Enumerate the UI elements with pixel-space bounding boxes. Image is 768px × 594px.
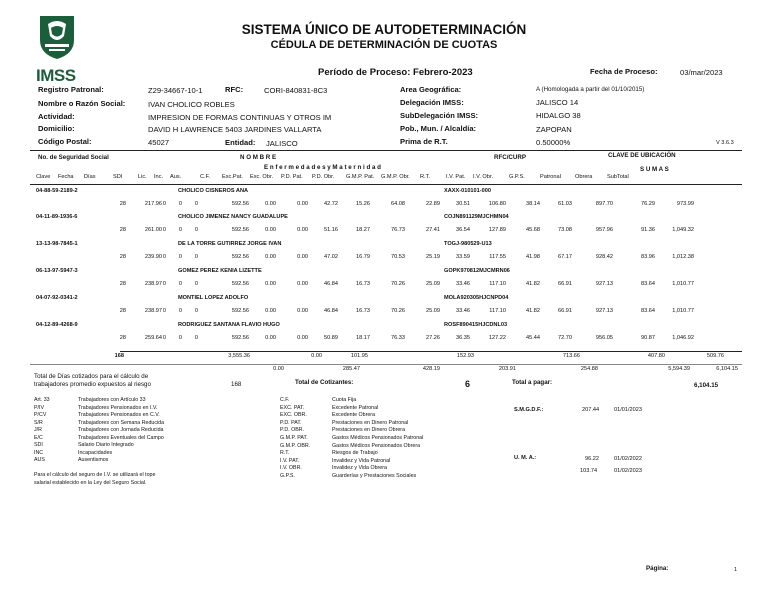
- worker-value: 70.53: [391, 254, 405, 260]
- worker-value: 927.13: [595, 281, 613, 287]
- worker-value: 70.26: [391, 308, 405, 314]
- worker-value: 0: [178, 335, 182, 341]
- worker-value: 0: [194, 201, 198, 207]
- worker-value: 0.00: [265, 201, 276, 207]
- legend-code: SDI: [34, 442, 43, 448]
- worker-nss: 04-07-92-0341-2: [36, 295, 78, 301]
- column-header: Patronal: [540, 174, 561, 180]
- worker-value: 18.17: [356, 335, 370, 341]
- worker-nss: 04-88-59-2189-2: [36, 188, 78, 194]
- legend-desc: Gastos Médicos Pensionados Patronal: [332, 435, 424, 441]
- rfc-value: CORI-840831-8C3: [264, 86, 328, 95]
- worker-value: 592.56: [231, 335, 249, 341]
- worker-value: 76.73: [391, 227, 405, 233]
- total-value: 509.76: [706, 353, 724, 359]
- total-value: 3,555.36: [228, 353, 250, 359]
- smgdf-value: 207.44: [582, 407, 600, 413]
- area-geografica-label: Area Geográfica:: [400, 85, 462, 94]
- worker-name: CHOLICO CISNEROS ANA: [178, 188, 249, 194]
- worker-value: 927.13: [595, 308, 613, 314]
- worker-value: 47.02: [324, 254, 338, 260]
- prima-rt-value: 0.50000%: [536, 138, 571, 147]
- legend-desc: Prestaciones en Dinero Obrera: [332, 427, 406, 434]
- legend-desc: Trabajadores Pensionados en C.V.: [78, 412, 160, 418]
- worker-value: 238.97: [144, 281, 162, 287]
- column-header: P.D. Pat.: [281, 174, 303, 180]
- worker-value: 117.10: [489, 308, 506, 314]
- worker-value: 956.05: [595, 335, 613, 341]
- worker-value: 16.79: [356, 254, 370, 260]
- total-value: 0.00: [273, 366, 284, 372]
- worker-value: 42.72: [324, 201, 338, 207]
- legend-code: P/CV: [34, 412, 47, 418]
- worker-value: 41.98: [526, 254, 540, 260]
- subdelegacion-value: HIDALGO 38: [536, 111, 581, 120]
- worker-value: 0.00: [265, 281, 276, 287]
- worker-value: 90.87: [641, 335, 655, 341]
- legend-desc: Salario Diario Integrado: [78, 442, 134, 448]
- worker-name: MONTIEL LOPEZ ADOLFO: [178, 295, 249, 301]
- column-header: Exc.Pat.: [222, 174, 243, 180]
- worker-value: 0.00: [265, 335, 276, 341]
- legend-desc: Guarderías y Prestaciones Sociales: [332, 473, 417, 479]
- legend-desc: Incapacidades: [78, 449, 113, 456]
- worker-value: 64.08: [391, 201, 405, 207]
- worker-value: 0: [178, 201, 182, 207]
- worker-value: 66.91: [558, 281, 572, 287]
- worker-value: 0: [162, 335, 166, 341]
- cotizantes-value: 6: [465, 379, 471, 389]
- total-value: 203.91: [498, 366, 516, 372]
- worker-value: 28: [119, 227, 126, 233]
- codigo-postal-value: 45027: [148, 138, 170, 147]
- column-header: SubTotal: [607, 174, 629, 180]
- total-pagar-label: Total a pagar:: [512, 379, 553, 386]
- column-header: G.M.P. Obr.: [381, 174, 410, 180]
- entidad-value: JALISCO: [266, 139, 298, 148]
- delegacion-label: Delegación IMSS:: [400, 98, 464, 107]
- worker-value: 33.46: [456, 281, 470, 287]
- worker-nss: 04-11-89-1936-6: [36, 214, 78, 220]
- worker-value: 1,010.77: [672, 308, 694, 314]
- worker-value: 25.09: [426, 308, 440, 314]
- totals-divider: [30, 364, 742, 365]
- worker-value: 41.82: [526, 308, 540, 314]
- actividad-label: Actividad:: [38, 112, 75, 121]
- domicilio-value: DAVID H LAWRENCE 5403 JARDINES VALLARTA: [148, 125, 322, 134]
- worker-name: GOMEZ PEREZ KENIA LIZETTE: [178, 268, 262, 274]
- worker-value: 70.26: [391, 281, 405, 287]
- worker-value: 33.59: [456, 254, 470, 260]
- worker-value: 1,046.92: [672, 335, 694, 341]
- legend-desc: Ausentismos: [78, 457, 109, 463]
- worker-value: 0: [194, 254, 198, 260]
- legend-code: P.D. OBR.: [280, 427, 305, 434]
- legend-code: I.V. PAT.: [280, 457, 300, 464]
- process-date-value: 03/mar/2023: [680, 68, 723, 77]
- total-value: 713.66: [562, 353, 580, 359]
- worker-curp: COJN891129MJCHMN04: [444, 214, 509, 220]
- total-value: 0.00: [311, 353, 322, 359]
- total-value: 6,104.15: [716, 366, 738, 372]
- legend-desc: Excedente Patronal: [332, 404, 379, 411]
- column-header: Fecha: [58, 174, 74, 180]
- totals-underline: [120, 351, 742, 352]
- worker-name: RODRIGUEZ SANTANA FLAVIO HUGO: [178, 322, 280, 328]
- worker-value: 50.89: [324, 335, 338, 341]
- total-value: 285.47: [342, 366, 360, 372]
- codigo-postal-label: Código Postal:: [38, 137, 92, 146]
- legend-code: INC: [34, 449, 44, 456]
- worker-value: 45.44: [526, 335, 540, 341]
- worker-curp: GOPK970812MJCMRN06: [444, 268, 510, 274]
- worker-value: 973.99: [676, 201, 694, 207]
- legend-code: G.P.S.: [280, 473, 295, 479]
- total-value: 5,594.39: [668, 366, 690, 372]
- legend-note-2: salarial establecido en la Ley del Seguro Social.: [34, 480, 147, 486]
- column-header: P.D. Obr.: [312, 174, 335, 180]
- column-header: Inc.: [154, 174, 164, 180]
- razon-social-value: IVAN CHOLICO ROBLES: [148, 100, 235, 109]
- column-header: I.V. Obr.: [473, 174, 494, 180]
- registro-label: Registro Patronal:: [38, 85, 104, 94]
- dias-value: 168: [231, 381, 242, 388]
- worker-value: 957.96: [595, 227, 613, 233]
- razon-social-label: Nombre o Razón Social:: [38, 99, 126, 108]
- worker-value: 28: [119, 281, 126, 287]
- worker-value: 0.00: [265, 254, 276, 260]
- uma-value-2: 103.74: [580, 468, 598, 474]
- uma-value-1: 96.22: [585, 456, 599, 462]
- worker-value: 0.00: [297, 227, 308, 233]
- legend-code: E/C: [34, 434, 43, 441]
- entidad-label: Entidad:: [225, 138, 256, 147]
- worker-value: 16.73: [356, 281, 370, 287]
- legend-code: G.M.P. PAT.: [280, 435, 308, 441]
- legend-desc: Invalidez y Vida Patronal: [332, 457, 391, 464]
- legend-code: AUS: [34, 457, 45, 463]
- worker-name: CHOLICO JIMENEZ NANCY GUADALUPE: [178, 214, 288, 220]
- worker-value: 1,012.38: [672, 254, 694, 260]
- uma-date-2: 01/02/2023: [614, 468, 642, 474]
- worker-value: 0: [162, 254, 166, 260]
- worker-nss: 06-13-97-5947-3: [36, 268, 78, 274]
- worker-value: 30.51: [456, 201, 470, 207]
- page-label: Página:: [646, 565, 669, 572]
- worker-value: 45.68: [526, 227, 540, 233]
- worker-value: 239.90: [144, 254, 162, 260]
- worker-value: 0.00: [297, 335, 308, 341]
- worker-value: 0: [178, 227, 182, 233]
- worker-value: 0.00: [297, 201, 308, 207]
- worker-value: 33.46: [456, 308, 470, 314]
- period-label: Período de Proceso: Febrero-2023: [318, 67, 473, 78]
- worker-value: 36.35: [456, 335, 470, 341]
- process-date-label: Fecha de Proceso:: [590, 67, 658, 76]
- worker-value: 27.26: [426, 335, 440, 341]
- column-header: Días: [84, 174, 96, 180]
- worker-nss: 04-12-89-4268-9: [36, 322, 78, 328]
- legend-code: R.T.: [280, 450, 290, 457]
- worker-value: 72.70: [558, 335, 572, 341]
- total-value: 101.95: [350, 353, 368, 359]
- worker-value: 66.91: [558, 308, 572, 314]
- worker-value: 897.70: [595, 201, 613, 207]
- column-header: Aus.: [170, 174, 182, 180]
- legend-code: G.M.P. OBR.: [280, 442, 311, 449]
- legend-code: S/R: [34, 419, 43, 426]
- worker-value: 25.19: [426, 254, 440, 260]
- column-header: I.V. Pat.: [446, 174, 466, 180]
- domicilio-label: Domicilio:: [38, 124, 75, 133]
- worker-value: 22.89: [426, 201, 440, 207]
- worker-value: 1,049.32: [672, 227, 694, 233]
- worker-value: 261.00: [144, 227, 162, 233]
- legend-desc: Trabajadores Eventuales del Campo: [78, 434, 164, 441]
- worker-value: 61.03: [558, 201, 572, 207]
- worker-value: 27.41: [426, 227, 440, 233]
- worker-curp: MOLA920305HJCNPD04: [444, 295, 509, 301]
- worker-value: 217.96: [144, 201, 162, 207]
- legend-code: Art. 33: [34, 397, 50, 403]
- worker-value: 28: [119, 308, 126, 314]
- legend-note-1: Para el cálculo del seguro de I.V. se utilizará el tope: [34, 472, 156, 478]
- worker-value: 25.09: [426, 281, 440, 287]
- total-value: 254.88: [580, 366, 598, 372]
- worker-value: 67.17: [558, 254, 572, 260]
- worker-value: 0: [178, 281, 182, 287]
- worker-value: 46.84: [324, 308, 338, 314]
- worker-value: 0.00: [265, 227, 276, 233]
- legend-desc: Trabajadores Pensionados en I.V.: [78, 404, 158, 411]
- worker-value: 18.27: [356, 227, 370, 233]
- worker-value: 238.97: [144, 308, 162, 314]
- column-header: Lic.: [138, 174, 147, 180]
- worker-value: 0: [178, 254, 182, 260]
- rfc-curp-header: RFC/CURP: [494, 154, 526, 161]
- legend-desc: Cuota Fija: [332, 397, 357, 403]
- worker-value: 0: [194, 227, 198, 233]
- ubicacion-header: CLAVE DE UBICACIÓN: [608, 152, 676, 159]
- page-subtitle: CÉDULA DE DETERMINACIÓN DE CUOTAS: [270, 39, 498, 51]
- worker-value: 83.64: [641, 308, 655, 314]
- worker-value: 0: [162, 201, 166, 207]
- worker-value: 0: [162, 227, 166, 233]
- total-value: 168: [114, 353, 124, 359]
- poblacion-label: Pob., Mun. / Alcaldía:: [400, 124, 477, 133]
- legend-code: P/IV: [34, 404, 45, 411]
- worker-value: 51.16: [324, 227, 338, 233]
- uma-date-1: 01/02/2022: [614, 456, 642, 462]
- column-header: G.M.P. Pat.: [346, 174, 375, 180]
- worker-value: 0: [194, 335, 198, 341]
- worker-value: 592.56: [231, 201, 249, 207]
- worker-value: 117.55: [489, 254, 506, 260]
- worker-value: 0.00: [297, 254, 308, 260]
- total-value: 407.80: [647, 353, 665, 359]
- worker-value: 28: [119, 335, 126, 341]
- worker-curp: XAXX-010101-000: [444, 188, 491, 194]
- dias-text-2: trabajadores promedio expuestos al riesgo: [34, 381, 151, 388]
- worker-value: 117.10: [489, 281, 506, 287]
- worker-value: 16.73: [356, 308, 370, 314]
- cotizantes-label: Total de Cotizantes:: [295, 379, 354, 386]
- worker-value: 76.29: [641, 201, 655, 207]
- worker-value: 46.84: [324, 281, 338, 287]
- worker-value: 0: [194, 308, 198, 314]
- worker-name: DE LA TORRE GUTIRREZ JORGE IVAN: [178, 241, 282, 247]
- total-pagar-value: 6,104.15: [694, 382, 719, 389]
- page-title: SISTEMA ÚNICO DE AUTODETERMINACIÓN: [241, 22, 527, 37]
- page-number: 1: [734, 567, 738, 573]
- worker-value: 36.54: [456, 227, 470, 233]
- dias-text-1: Total de Días cotizados para el cálculo de: [34, 373, 149, 380]
- worker-value: 91.36: [641, 227, 655, 233]
- worker-value: 127.22: [488, 335, 506, 341]
- total-value: 152.93: [456, 353, 474, 359]
- worker-value: 1,010.77: [672, 281, 694, 287]
- worker-nss: 13-13-98-7845-1: [36, 241, 78, 247]
- worker-value: 106.80: [488, 201, 506, 207]
- legend-desc: Trabajadores con Semana Reducida: [78, 419, 165, 426]
- worker-value: 0.00: [297, 308, 308, 314]
- worker-value: 76.33: [391, 335, 405, 341]
- area-geografica-value: A (Homologada a partir del 01/10/2015): [536, 86, 645, 93]
- worker-value: 0: [162, 308, 166, 314]
- divider-header: [30, 184, 742, 185]
- nombre-header: N O M B R E: [240, 154, 277, 161]
- column-header: C.F.: [200, 174, 210, 180]
- legend-desc: Excedente Obrera: [332, 412, 375, 419]
- worker-value: 0: [162, 281, 166, 287]
- registro-value: Z29-34667-10-1: [148, 86, 203, 95]
- prima-rt-label: Prima de R.T.: [400, 137, 448, 146]
- worker-value: 0: [194, 281, 198, 287]
- worker-value: 592.56: [231, 227, 249, 233]
- imss-logo-text: IMSS: [36, 66, 76, 85]
- legend-code: C.F.: [280, 397, 290, 403]
- worker-value: 0: [178, 308, 182, 314]
- worker-value: 592.56: [231, 281, 249, 287]
- legend-code: EXC. PAT.: [280, 404, 305, 411]
- poblacion-value: ZAPOPAN: [536, 125, 572, 134]
- column-header: SDI: [113, 174, 123, 180]
- total-value: 428.19: [422, 366, 440, 372]
- legend-desc: Gastos Médicos Pensionados Obrera: [332, 442, 421, 449]
- column-header: Obrera: [575, 174, 593, 180]
- worker-value: 127.89: [488, 227, 506, 233]
- column-header: G.P.S.: [509, 174, 525, 180]
- smgdf-label: S.M.G.D.F.:: [514, 407, 544, 413]
- sumas-header: S U M A S: [640, 166, 669, 173]
- column-header: Exc. Obr.: [250, 174, 274, 180]
- nss-header: No. de Seguridad Social: [38, 154, 109, 161]
- worker-value: 592.56: [231, 254, 249, 260]
- worker-value: 928.42: [595, 254, 613, 260]
- worker-value: 0.00: [297, 281, 308, 287]
- uma-label: U. M. A.:: [514, 455, 537, 461]
- legend-desc: Trabajadores con Artículo 33: [78, 397, 146, 403]
- worker-curp: ROSF890415HJCDNL03: [444, 322, 508, 328]
- rfc-label: RFC:: [225, 85, 244, 94]
- worker-value: 28: [119, 254, 126, 260]
- legend-code: I.V. OBR.: [280, 465, 302, 472]
- worker-value: 83.96: [641, 254, 655, 260]
- delegacion-value: JALISCO 14: [536, 98, 579, 107]
- legend-desc: Riesgos de Trabajo: [332, 450, 378, 457]
- worker-value: 41.82: [526, 281, 540, 287]
- smgdf-date: 01/01/2023: [614, 407, 642, 413]
- worker-value: 0.00: [265, 308, 276, 314]
- legend-desc: Trabajadores con Jornada Reducida: [78, 427, 164, 433]
- column-header: R.T.: [420, 174, 430, 180]
- worker-value: 259.64: [144, 335, 162, 341]
- worker-value: 83.64: [641, 281, 655, 287]
- worker-value: 38.14: [526, 201, 540, 207]
- worker-value: 15.26: [356, 201, 370, 207]
- enfermedades-header: E n f e r m e d a d e s y M a t e r n i d a d: [264, 164, 381, 171]
- worker-curp: TOGJ-980529-U13: [444, 241, 492, 247]
- legend-desc: Prestaciones en Dinero Patronal: [332, 419, 409, 426]
- legend-code: J/R: [34, 427, 42, 433]
- column-header: Clave: [36, 174, 51, 180]
- worker-value: 592.56: [231, 308, 249, 314]
- imss-logo: [36, 14, 78, 85]
- worker-value: 73.08: [558, 227, 572, 233]
- actividad-value: IMPRESION DE FORMAS CONTINUAS Y OTROS IM: [148, 113, 332, 122]
- version-label: V 3.6.3: [716, 140, 734, 146]
- legend-desc: Invalidez y Vida Obrera: [332, 465, 387, 472]
- divider-top: [30, 150, 742, 151]
- legend-code: EXC. OBR.: [280, 412, 307, 419]
- imss-eagle-icon: [36, 14, 78, 60]
- subdelegacion-label: SubDelegación IMSS:: [400, 111, 479, 120]
- worker-value: 28: [119, 201, 126, 207]
- legend-code: P.D. PAT.: [280, 419, 302, 426]
